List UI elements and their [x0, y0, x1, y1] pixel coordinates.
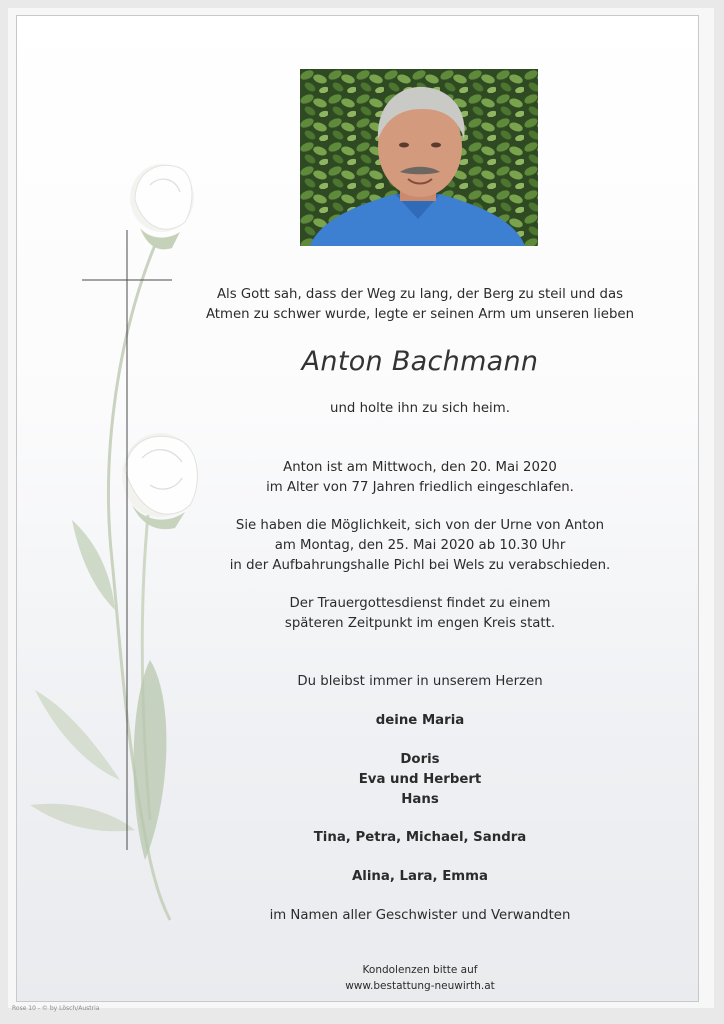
condolence-footer	[300, 962, 540, 994]
mourner-great-grandchildren: Alina, Lara, Emma	[352, 869, 488, 884]
service-line-1: Der Trauergottesdienst findet zu einem	[289, 596, 551, 611]
mourner-wife: deine Maria	[375, 713, 465, 728]
farewell-text	[200, 516, 640, 576]
intro-text	[200, 285, 640, 325]
death-notice-line-1: Anton ist am Mittwoch, den 20. Mai 2020	[283, 460, 557, 475]
mourner-grandchildren: Tina, Petra, Michael, Sandra	[313, 830, 527, 845]
after-name-text: und holte ihn zu sich heim.	[330, 401, 510, 416]
mourner-children-2: Eva und Herbert	[358, 772, 482, 787]
farewell-line-2: am Montag, den 25. Mai 2020 ab 10.30 Uhr	[274, 538, 566, 553]
service-text	[200, 594, 640, 634]
condolence-website-link[interactable]: www.bestattung-neuwirth.at	[345, 980, 495, 992]
death-notice-line-2: im Alter von 77 Jahren friedlich eingeschlafen.	[266, 480, 574, 495]
deceased-name: Anton Bachmann	[301, 346, 539, 377]
farewell-line-3: in der Aufbahrungshalle Pichl bei Wels zu verabschieden.	[229, 558, 611, 573]
design-credit: Rose 10 - © by Lösch/Austria	[12, 1005, 100, 1012]
mourner-children-3: Hans	[401, 792, 439, 807]
intro-line-1: Als Gott sah, dass der Weg zu lang, der Berg zu steil und das	[216, 287, 624, 302]
death-notice	[200, 458, 640, 498]
remembrance-text: Du bleibst immer in unserem Herzen	[297, 674, 543, 689]
mourner-children	[200, 750, 640, 810]
portrait-photo	[300, 69, 538, 246]
footer-line-1: Kondolenzen bitte auf	[362, 964, 478, 976]
farewell-line-1: Sie haben die Möglichkeit, sich von der Urne von Anton	[235, 518, 605, 533]
intro-line-2: Atmen zu schwer wurde, legte er seinen Arm um unseren lieben	[205, 307, 635, 322]
mourner-others: im Namen aller Geschwister und Verwandten	[269, 908, 571, 923]
mourner-children-1: Doris	[400, 752, 440, 767]
service-line-2: späteren Zeitpunkt im engen Kreis statt.	[284, 616, 556, 631]
